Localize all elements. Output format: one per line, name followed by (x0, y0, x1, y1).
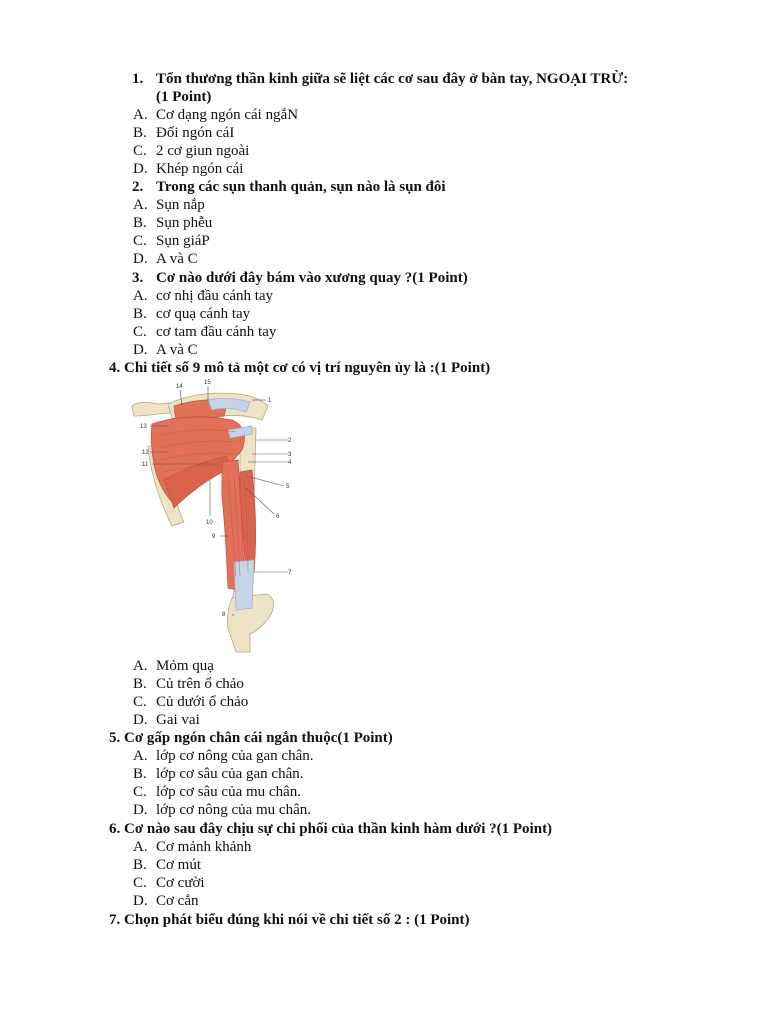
option-4c[interactable]: C. Củ dưới ổ chảo (133, 694, 249, 710)
option-6b[interactable]: B. Cơ mút (133, 857, 202, 873)
question-7-title: 7. Chọn phát biểu đúng khi nói về chi tiết số 2 : (1 Point) (109, 912, 470, 928)
option-1d[interactable]: D. Khép ngón cái (133, 161, 244, 177)
figure-label: 13 (140, 424, 147, 430)
option-6a[interactable]: A. Cơ mảnh khảnh (133, 839, 252, 855)
question-2-title: 2. Trong các sụn thanh quản, sụn nào là sụn đôi (132, 179, 446, 195)
triceps-tendon (234, 560, 254, 610)
option-1b[interactable]: B. Đối ngón cáI (133, 125, 235, 141)
figure-label: 9 (212, 534, 216, 540)
figure-label: 14 (176, 384, 183, 390)
figure-label: 5 (286, 484, 290, 490)
arm-muscle-anatomy-figure (128, 376, 298, 656)
option-2a[interactable]: A. Sụn nắp (133, 197, 205, 213)
option-5b[interactable]: B. lớp cơ sâu của gan chân. (133, 766, 304, 782)
option-1c[interactable]: C. 2 cơ giun ngoài (133, 143, 250, 159)
question-number: 3. (132, 270, 144, 286)
option-4a[interactable]: A. Mỏm quạ (133, 658, 214, 674)
figure-label: 4 (288, 460, 292, 466)
question-1-title-cont: (1 Point) (156, 89, 212, 105)
figure-label: 1 (268, 398, 272, 404)
figure-label: 10 (206, 520, 213, 526)
option-6c[interactable]: C. Cơ cười (133, 875, 205, 891)
question-number: 1. (132, 71, 144, 87)
option-4b[interactable]: B. Củ trên ổ chảo (133, 676, 244, 692)
figure-label: 2 (288, 438, 292, 444)
question-6-title: 6. Cơ nào sau đây chịu sự chi phối của thần kinh hàm dưới ?(1 Point) (109, 821, 553, 837)
option-5d[interactable]: D. lớp cơ nông của mu chân. (133, 802, 311, 818)
figure-label: 15 (204, 380, 211, 386)
option-2c[interactable]: C. Sụn giáP (133, 233, 210, 249)
option-3d[interactable]: D. A và C (133, 342, 198, 358)
option-1a[interactable]: A. Cơ dạng ngón cái ngắN (133, 107, 299, 123)
option-2d[interactable]: D. A và C (133, 251, 198, 267)
figure-label: 8 (222, 612, 226, 618)
figure-label: 12 (142, 450, 149, 456)
figure-label: 11 (142, 462, 149, 468)
figure-label: 7 (288, 570, 292, 576)
question-3-title: 3. Cơ nào dưới đây bám vào xương quay ?(1 Point) (132, 270, 468, 286)
question-5-title: 5. Cơ gấp ngón chân cái ngắn thuộc(1 Point) (109, 730, 393, 746)
option-2b[interactable]: B. Sụn phễu (133, 215, 213, 231)
question-number: 2. (132, 179, 144, 195)
option-3c[interactable]: C. cơ tam đầu cánh tay (133, 324, 277, 340)
figure-label: 3 (288, 452, 292, 458)
option-5a[interactable]: A. lớp cơ nông của gan chân. (133, 748, 314, 764)
option-4d[interactable]: D. Gai vai (133, 712, 200, 728)
option-3b[interactable]: B. cơ quạ cánh tay (133, 306, 251, 322)
option-6d[interactable]: D. Cơ cắn (133, 893, 199, 909)
question-4-title: 4. Chi tiết số 9 mô tả một cơ có vị trí nguyên ủy là :(1 Point) (109, 360, 491, 376)
figure-label: 6 (276, 514, 280, 520)
question-1-title: 1. Tổn thương thần kinh giữa sẽ liệt các cơ sau đây ở bàn tay, NGOẠI TRỪ: (132, 71, 629, 87)
option-3a[interactable]: A. cơ nhị đầu cánh tay (133, 288, 274, 304)
option-5c[interactable]: C. lớp cơ sâu của mu chân. (133, 784, 301, 800)
